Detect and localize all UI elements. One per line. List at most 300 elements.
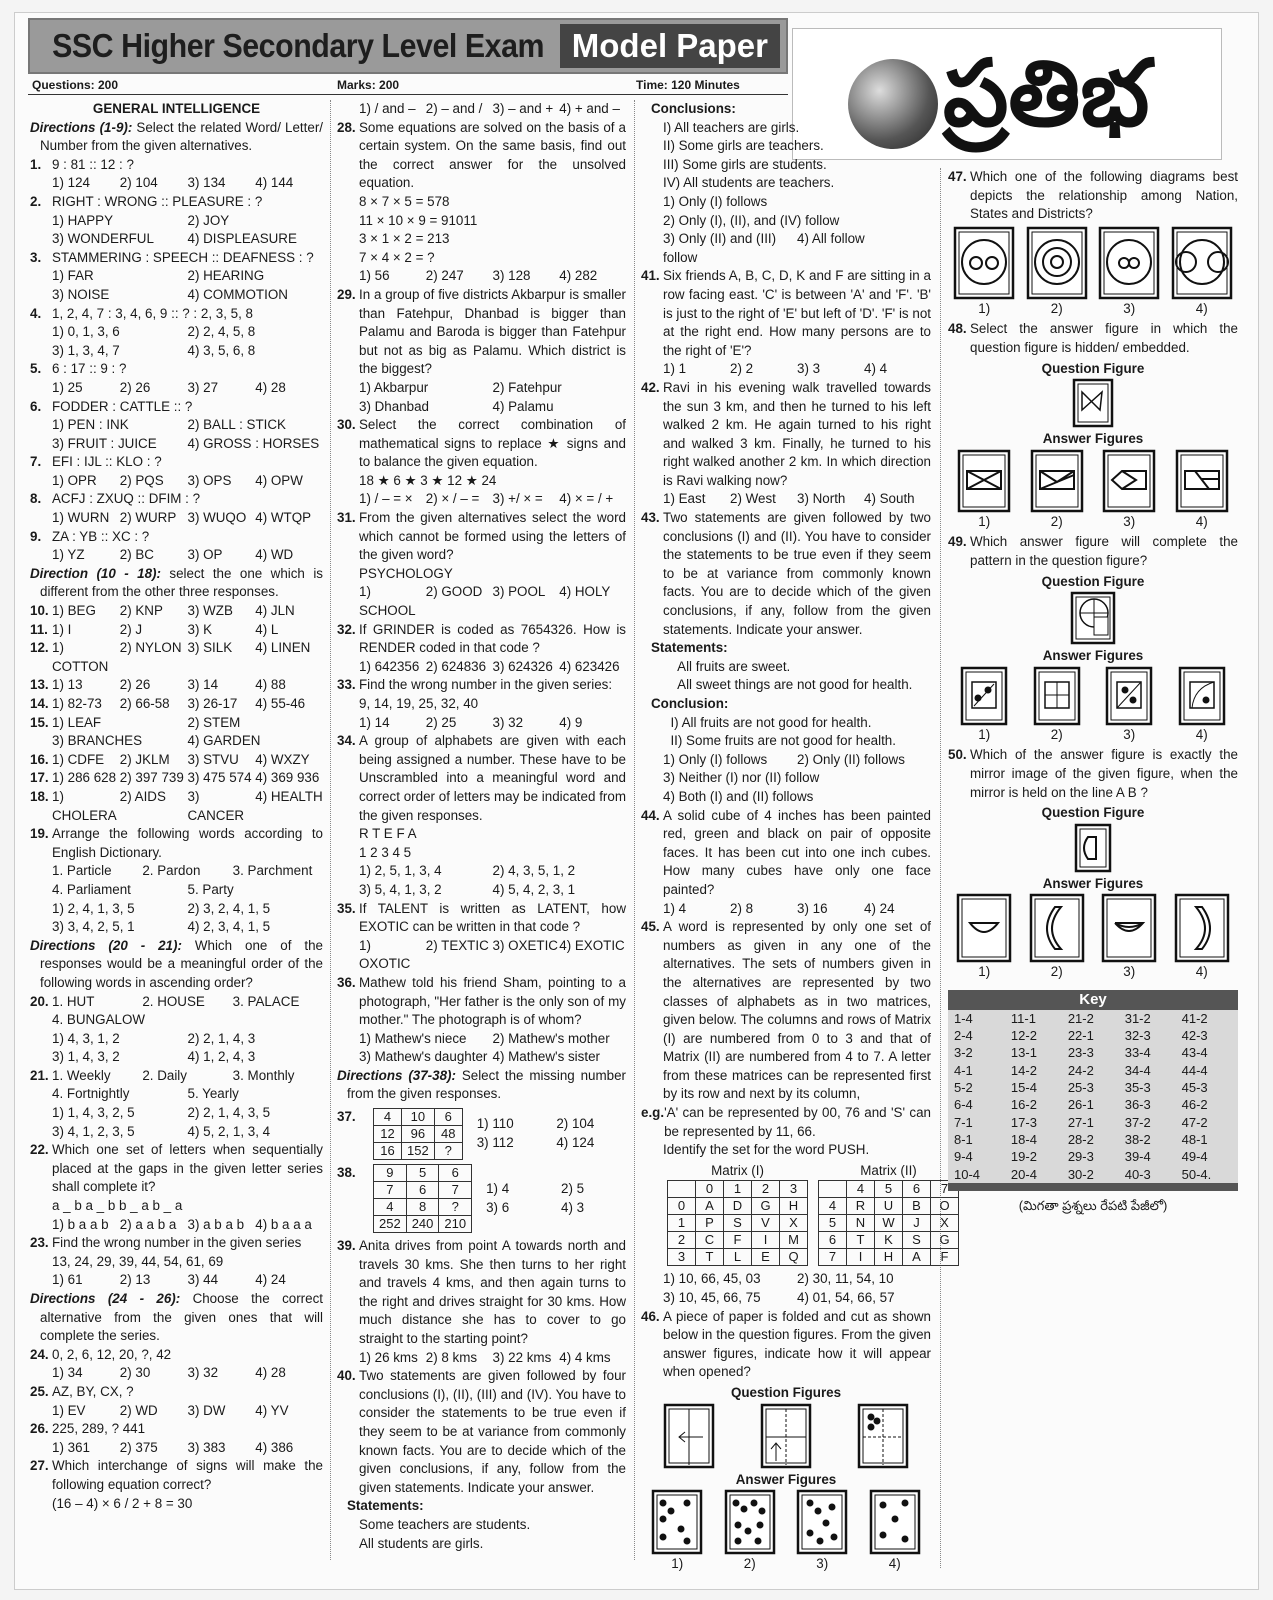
- option: 4) 24: [255, 1272, 286, 1288]
- question-number: 22.: [30, 1142, 49, 1158]
- option-grid: [359, 1030, 626, 1067]
- header-rule: [28, 94, 788, 95]
- matrix-cell: E: [752, 1249, 780, 1266]
- matrix-cell: G: [752, 1198, 780, 1215]
- option: 4) COMMOTION: [187, 286, 288, 302]
- matrix-cell: 2: [668, 1232, 696, 1249]
- question: [30, 1346, 323, 1365]
- question: [30, 528, 323, 547]
- question-text: Find the wrong number in the given series:: [359, 677, 613, 693]
- key-cell: 10-4: [954, 1166, 981, 1182]
- option: 3) 16: [797, 900, 828, 916]
- matrix-row: [819, 1198, 959, 1215]
- option: 4) 4 kms: [559, 1349, 611, 1365]
- grid-cell: 16: [374, 1143, 402, 1160]
- option: 2) 25: [425, 714, 457, 730]
- option: 2. Daily: [142, 1067, 187, 1083]
- option: 1) YZ: [52, 547, 85, 563]
- figure-q47: [948, 226, 1238, 319]
- option: 3) 26-17: [187, 696, 238, 711]
- options-row: [30, 900, 323, 937]
- options-row: [337, 490, 626, 509]
- options-row: [641, 360, 931, 379]
- matrix-header: [668, 1181, 808, 1198]
- directions-text: [30, 565, 323, 602]
- matrix-header-cell: 2: [752, 1181, 780, 1198]
- question-text: Select the correct combination of mathematical signs to replace ★ signs and to balance the given equation.: [359, 417, 626, 470]
- question-number: 43.: [641, 510, 660, 526]
- question-number: 1.: [30, 156, 42, 172]
- figure-row: [948, 823, 1238, 873]
- option: 3) WUQO: [187, 510, 247, 526]
- text-line: IV) All students are teachers.: [663, 175, 835, 191]
- option-grid: [359, 937, 626, 974]
- option: 2) 8 kms: [425, 1349, 478, 1365]
- key-cell: 5-2: [954, 1080, 973, 1096]
- matrix-cell: F: [931, 1249, 959, 1266]
- question-text: Some equations are solved on the basis of a certain system. On the same basis, find out the correct answer for the unsolved equation.: [359, 119, 626, 191]
- grid-cell: 48: [434, 1126, 462, 1143]
- key-table: [948, 1010, 1238, 1183]
- key-cell: 1-4: [954, 1010, 973, 1026]
- figure-row: [948, 378, 1238, 428]
- option: 2) 30: [119, 1365, 151, 1381]
- option-grid: [477, 1108, 626, 1160]
- options-row: [30, 621, 323, 640]
- key-footer-bar: [948, 1183, 1238, 1191]
- option-grid: [359, 862, 626, 899]
- figure-box: [1026, 226, 1088, 300]
- figure-label: 1): [978, 513, 991, 529]
- question: [337, 676, 626, 695]
- option: 4) 88: [255, 677, 286, 693]
- option: 2) BALL : STICK: [187, 417, 286, 433]
- figure-box: [857, 1403, 909, 1469]
- matrix-cell: 0: [668, 1198, 696, 1215]
- figure-row: [948, 666, 1238, 726]
- option: 4) 369 936: [255, 770, 320, 786]
- option: 3. Parchment: [232, 863, 313, 879]
- option-grid: [663, 490, 931, 509]
- figure-box: [1174, 893, 1230, 963]
- option: 2) 2, 1, 4, 3: [187, 1030, 256, 1046]
- option-grid: [359, 379, 626, 416]
- figure-caption: Answer Figures: [735, 1471, 837, 1487]
- option-grid: [52, 769, 323, 788]
- option: 4) LINEN: [255, 640, 311, 656]
- option: 3) WZB: [187, 603, 233, 619]
- option-grid: [52, 1085, 323, 1104]
- figure-label: 4): [1195, 300, 1208, 316]
- option: 3) OP: [187, 547, 223, 563]
- option: 2) TEXTIC: [425, 937, 489, 953]
- figure-label: 2): [1050, 513, 1063, 529]
- key-row: [948, 1044, 1238, 1061]
- options-row: [30, 267, 323, 304]
- figure-box: [760, 1403, 812, 1469]
- text-line: III) Some girls are students.: [663, 156, 827, 172]
- option: 4) South: [864, 491, 915, 507]
- question: [30, 360, 323, 379]
- option: 1) BEG: [52, 603, 96, 619]
- option: 2) JOY: [187, 212, 230, 228]
- option: 4) EXOTIC: [559, 937, 625, 953]
- key-cell: 30-2: [1067, 1166, 1094, 1182]
- option: 2) J: [119, 621, 143, 637]
- question: [948, 746, 1238, 802]
- option: 4) L: [255, 621, 279, 637]
- options-row: [337, 267, 626, 286]
- options-row: [30, 1402, 323, 1421]
- option-grid: [52, 621, 323, 640]
- option: 1) OXOTIC: [359, 937, 411, 972]
- question-number: 36.: [337, 974, 356, 990]
- option-grid: [359, 267, 626, 286]
- question-number: 2.: [30, 193, 42, 209]
- figure-box: [651, 1489, 703, 1555]
- option: 3) 10, 45, 66, 75: [663, 1290, 761, 1306]
- figure-label: 3): [1123, 726, 1136, 742]
- grid-cell: 240: [406, 1216, 439, 1233]
- question-number: 46.: [641, 1308, 660, 1324]
- option: 1) 0, 1, 3, 6: [52, 324, 120, 340]
- question-number: 38.: [337, 1165, 356, 1181]
- figure-caption: Question Figure: [1041, 805, 1145, 821]
- text-line: 1) Only (I) follows: [663, 193, 768, 209]
- figure-row: [948, 893, 1238, 963]
- matrix-row: [668, 1232, 808, 1249]
- key-cell: 34-4: [1124, 1062, 1151, 1078]
- key-cell: 33-4: [1124, 1045, 1151, 1061]
- column-4-items: [948, 168, 1238, 982]
- grid-cell: 6: [439, 1165, 472, 1182]
- option: 5. Yearly: [187, 1086, 239, 1102]
- text-line: 4) Both (I) and (II) follows: [663, 788, 814, 804]
- option: 3) 14: [187, 677, 219, 693]
- key-cell: 17-3: [1010, 1114, 1037, 1130]
- key-cell: 38-2: [1124, 1131, 1151, 1147]
- option: 3) 32: [187, 1365, 219, 1381]
- key-cell: 42-3: [1181, 1028, 1208, 1044]
- key-cell: 41-2: [1181, 1010, 1208, 1026]
- option-grid: [52, 174, 323, 193]
- key-row: [948, 1166, 1238, 1183]
- option: 4) 5, 2, 1, 3, 4: [187, 1123, 271, 1139]
- figure-label: 2): [1050, 726, 1063, 742]
- grid-cell: ?: [439, 1199, 472, 1216]
- option: 2) – and /: [425, 101, 483, 116]
- question-number: 8.: [30, 491, 42, 507]
- options-row: [30, 1011, 323, 1030]
- option: 1) 26 kms: [359, 1349, 418, 1365]
- options-row: [337, 658, 626, 677]
- matrix: [667, 1162, 808, 1267]
- figure-label: 3): [1123, 513, 1136, 529]
- question-text: 9 : 81 :: 12 : ?: [52, 156, 134, 172]
- option-grid: [359, 658, 626, 677]
- question: [30, 1457, 323, 1494]
- question-text: Six friends A, B, C, D, K and F are sitting in a row facing east. 'C' is between 'A' and 'F'. 'B' is just to the right of 'E' but left of 'D'. 'F' is not at the right end. How many persons are to the right of 'E'?: [663, 268, 931, 358]
- key-cell: 49-4: [1181, 1149, 1208, 1165]
- question: [30, 1383, 323, 1402]
- key-cell: 28-2: [1067, 1131, 1094, 1147]
- options-row: [30, 862, 323, 881]
- question-number: 9.: [30, 528, 42, 544]
- question-number: 49.: [948, 534, 967, 550]
- matrix-cell: J: [903, 1215, 931, 1232]
- matrix-table: [818, 1180, 959, 1266]
- key-cell: 21-2: [1067, 1010, 1094, 1026]
- question-number: 29.: [337, 286, 356, 302]
- option: 3) 32: [492, 714, 524, 730]
- options-row: [337, 379, 626, 416]
- question-number: 27.: [30, 1458, 49, 1474]
- figure-box: [1098, 226, 1160, 300]
- question-number: 4.: [30, 305, 42, 321]
- key-cell: 39-4: [1124, 1149, 1151, 1165]
- key-cell: 20-4: [1010, 1166, 1037, 1182]
- option: 1. HUT: [52, 993, 95, 1009]
- option: 4. Parliament: [52, 881, 131, 897]
- option: 2) STEM: [187, 714, 241, 730]
- options-row: [641, 1270, 931, 1307]
- option: 1) 2, 4, 1, 3, 5: [52, 900, 135, 916]
- question: [30, 193, 323, 212]
- column-divider: [940, 168, 941, 1568]
- option: 1) 14: [359, 714, 390, 730]
- options-row: [30, 751, 323, 770]
- key-cell: 14-2: [1010, 1062, 1037, 1078]
- question: [30, 156, 323, 175]
- question-number: 11.: [30, 621, 48, 637]
- key-cell: 25-3: [1067, 1080, 1094, 1096]
- option: 4) Palamu: [492, 398, 554, 414]
- option-grid: [52, 788, 323, 825]
- option-grid: [52, 546, 323, 565]
- option: 4) 1, 2, 4, 3: [187, 1049, 256, 1065]
- question-text: EFI : IJL :: KLO : ?: [52, 454, 162, 470]
- option: 4) YV: [255, 1402, 289, 1418]
- grid-cell: 8: [406, 1199, 439, 1216]
- option-grid: [52, 751, 323, 770]
- text-line: I) All fruits are not good for health.: [663, 714, 872, 730]
- option-grid: [52, 1271, 323, 1290]
- option-grid: [52, 1216, 323, 1235]
- grid-cell: 7: [374, 1182, 407, 1199]
- question-text: 0, 2, 6, 12, 20, ?, 42: [52, 1346, 172, 1362]
- subheading: Conclusions:: [651, 101, 736, 116]
- option-grid: [52, 509, 323, 528]
- figure-row: [948, 591, 1238, 645]
- options-row: [30, 788, 323, 825]
- grid-cell: 152: [402, 1143, 435, 1160]
- option: 2) 26: [119, 379, 151, 395]
- subheading: Statements:: [651, 640, 728, 656]
- key-cell: 36-3: [1124, 1097, 1151, 1113]
- directions-body: select the one which is different from the other three responses.: [40, 565, 323, 600]
- figure-label: 1): [978, 300, 991, 316]
- option: 3) +/ × =: [492, 491, 543, 507]
- question: [337, 1367, 626, 1497]
- text-line: 2) Only (I), (II), and (IV) follow: [663, 212, 840, 228]
- option: 1) 61: [52, 1272, 83, 1288]
- question-text: Two statements are given followed by two conclusions (I) and (II). You have to consider the statements to be true even if they seem to be at variance from commonly known facts. You are to decide which of the given conclusions, if any, follow from the given statements. Indicate your answer.: [663, 510, 931, 637]
- question: [948, 168, 1238, 224]
- options-row: [30, 881, 323, 900]
- option: 3) 128: [492, 268, 531, 284]
- key-cell: 37-2: [1124, 1114, 1151, 1130]
- matrix-cell: V: [752, 1215, 780, 1232]
- option: 2) 3, 2, 4, 1, 5: [187, 900, 271, 916]
- answer-key: [948, 990, 1238, 1191]
- option: 3) OPS: [187, 472, 232, 488]
- key-cell: 3-2: [954, 1045, 973, 1061]
- number-grid: [373, 1108, 463, 1160]
- matrix-cell: 5: [819, 1215, 847, 1232]
- option: 1) 4: [663, 900, 687, 916]
- logo-text: ప్రతిభ: [943, 43, 1150, 145]
- option: 3) DW: [187, 1402, 226, 1418]
- options-row: [30, 714, 323, 751]
- option: 2) 104: [119, 175, 158, 191]
- option: 2) WURP: [119, 510, 177, 526]
- question: [30, 1420, 323, 1439]
- option: 2) 2, 4, 5, 8: [187, 324, 256, 340]
- question-number: 3.: [30, 249, 42, 265]
- option: 5. Party: [187, 881, 234, 897]
- option: 2) HEARING: [187, 268, 265, 284]
- option: 2) NYLON: [119, 640, 182, 656]
- key-cell: 19-2: [1010, 1149, 1037, 1165]
- directions-label: Directions (20 - 21):: [30, 937, 182, 953]
- figure-caption: Answer Figures: [1042, 431, 1144, 447]
- option: 2) Only (II) follows: [797, 751, 905, 767]
- options-row: [641, 900, 931, 919]
- question-text: 'A' can be represented by 00, 76 and 'S' can be represented by 11, 66.: [664, 1105, 931, 1139]
- continued-note: (మిగతా ప్రశ్నలు రేపటి పేజీలో): [1018, 1197, 1168, 1213]
- figure-label: 3): [1123, 964, 1136, 980]
- figure-box: [1178, 666, 1226, 726]
- figure-label: 3): [816, 1556, 829, 1572]
- question-number: 28.: [337, 119, 356, 135]
- question-text: A group of alphabets are given with each being assigned a number. These have to be Unscrambled into a meaningful word and correct order of letters may be indicated from the given responses.: [359, 733, 626, 823]
- options-row: [337, 937, 626, 974]
- option: 3) Only (II) and (III) follow: [663, 231, 777, 265]
- option-grid: [52, 862, 323, 881]
- number-grid: [373, 1164, 472, 1233]
- option: 3) 112: [476, 1135, 514, 1151]
- matrix-cell: U: [875, 1198, 903, 1215]
- figure-box: [663, 1403, 715, 1469]
- question-text: 225, 289, ? 441: [52, 1421, 146, 1437]
- question-number: 34.: [337, 733, 356, 749]
- key-cell: 24-2: [1067, 1062, 1094, 1078]
- option: 4) OPW: [255, 472, 303, 488]
- option: 1) b a a b: [52, 1216, 109, 1232]
- figure-box: [953, 226, 1015, 300]
- option: 2) GOOD: [425, 584, 483, 600]
- text-line: PSYCHOLOGY: [359, 565, 453, 581]
- figure-box: [1070, 591, 1116, 645]
- option: 3) 1, 3, 4, 7: [52, 342, 120, 358]
- option: 4. BUNGALOW: [52, 1012, 146, 1028]
- option: 4) 386: [255, 1439, 294, 1455]
- matrix-row: [668, 1198, 808, 1215]
- grid-cell: 7: [439, 1182, 472, 1199]
- options-row: [641, 751, 931, 770]
- grid-row: [374, 1109, 463, 1126]
- question-text: Anita drives from point A towards north and travels 30 kms. She then turns to her right and travels 4 kms, and then again turns to the right and drives straight for 30 kms. How much distance she has to cover to go straight to the starting point?: [359, 1238, 626, 1347]
- matrix-cell: A: [696, 1198, 724, 1215]
- option-grid: [52, 323, 323, 360]
- key-cell: 44-4: [1181, 1062, 1208, 1078]
- option: 4) 4: [864, 361, 888, 377]
- option: 4) 144: [255, 175, 294, 191]
- option: 3) NOISE: [52, 286, 110, 302]
- option-grid: [52, 1030, 323, 1067]
- option: 3) 475 574: [187, 770, 252, 786]
- question-text: Which interchange of signs will make the following equation correct?: [52, 1458, 323, 1492]
- column-divider: [634, 100, 635, 1560]
- question-number: 24.: [30, 1346, 49, 1362]
- options-row: [30, 1030, 323, 1067]
- question-text: Which answer figure will complete the pattern in the question figure?: [970, 534, 1238, 568]
- key-cell: 9-4: [954, 1149, 973, 1165]
- question: [641, 379, 931, 491]
- question-text: Mathew told his friend Sham, pointing to a photograph, "Her father is the only son of my mother." The photograph is of whom?: [359, 974, 626, 1028]
- options-row: [30, 1104, 323, 1141]
- question-text: Select the answer figure in which the question figure is hidden/ embedded.: [970, 321, 1238, 355]
- matrix-row: [668, 1249, 808, 1266]
- option: 3) 44: [187, 1272, 219, 1288]
- option: 4) WTQP: [255, 510, 312, 526]
- question-number: 25.: [30, 1383, 49, 1399]
- grid-cell: 5: [406, 1165, 439, 1182]
- text-line: All fruits are sweet.: [663, 658, 791, 674]
- matrix-cell: X: [780, 1215, 808, 1232]
- figure-label: 4): [888, 1556, 901, 1572]
- question-number: 7.: [30, 454, 42, 470]
- figure-box: [1105, 666, 1153, 726]
- text-line: All sweet things are not good for health.: [663, 677, 913, 693]
- key-cell: 27-1: [1067, 1114, 1094, 1130]
- key-cell: 32-3: [1124, 1028, 1151, 1044]
- matrix-cell: F: [724, 1232, 752, 1249]
- options-row: [30, 695, 323, 714]
- option: 3. PALACE: [232, 993, 300, 1009]
- options-row: [30, 174, 323, 193]
- figure-label: 4): [1195, 726, 1208, 742]
- option-grid: [52, 1067, 323, 1086]
- question: [337, 732, 626, 825]
- figure-row: [948, 226, 1238, 300]
- figure-caption: Question Figures: [730, 1385, 842, 1400]
- matrix-cell: H: [780, 1198, 808, 1215]
- question-number: 20.: [30, 993, 49, 1009]
- figure-box: [869, 1489, 921, 1555]
- option: 2) a a b a: [119, 1216, 177, 1232]
- text-line: II) Some girls are teachers.: [663, 138, 824, 154]
- key-cell: 12-2: [1010, 1028, 1037, 1044]
- matrix-cell: B: [903, 1198, 931, 1215]
- option: 1. Particle: [52, 863, 112, 879]
- question: [30, 1234, 323, 1253]
- options-row: [30, 212, 323, 249]
- column-4: [948, 168, 1238, 1215]
- question-number: 45.: [641, 919, 660, 935]
- matrix-cell: I: [752, 1232, 780, 1249]
- matrix-cell: 1: [668, 1215, 696, 1232]
